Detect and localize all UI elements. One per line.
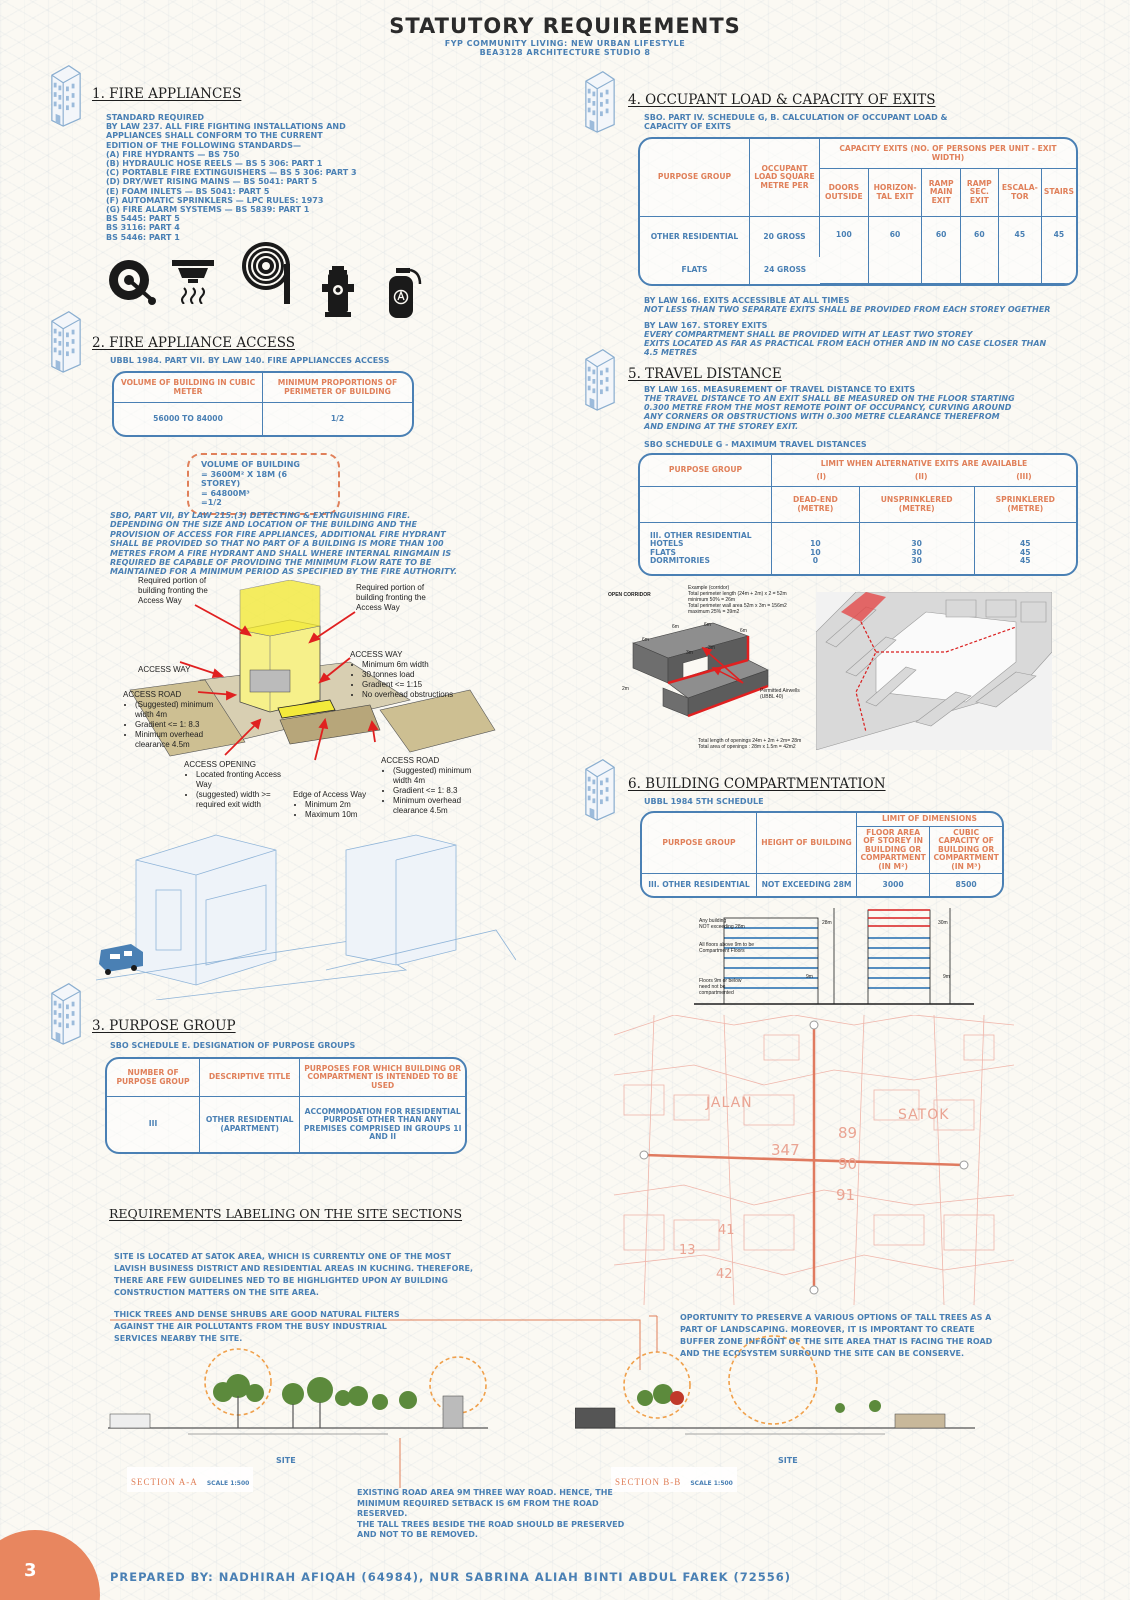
site-text-location: SITE IS LOCATED AT SATOK AREA, WHICH IS CURRENTLY ONE OF THE MOST LAVISH BUSINESS DISTRICT AND RESIDENTIAL AREAS IN KUCHING. THEREFORE, THERE ARE FEW GUIDELINES NED TO BE HIGHLIGHTED UPON AY BUILDING CONSTRUCTION MATTERS ON THE SITE AREA. — [114, 1252, 474, 1297]
volume-calculation: VOLUME OF BUILDING = 3600M² X 18M (6 STOREY) = 64800M³ =1/2 — [201, 460, 300, 507]
table-header: DOORS OUTSIDE — [820, 169, 869, 217]
compartmentation-table — [640, 811, 1004, 898]
table-cell: FLATS — [640, 257, 750, 284]
dimension-label: 6m — [740, 628, 747, 634]
diagram-bullet: • Minimum 6m width — [362, 660, 480, 670]
by-law-166-text: NOT LESS THAN TWO SEPARATE EXITS SHALL BE PROVIDED FROM EACH STOREY OGETHER — [644, 305, 1051, 314]
page-number-badge — [0, 1530, 100, 1600]
table-header: RAMP MAIN EXIT — [922, 169, 961, 217]
diagram-label: ACCESS ROAD — [123, 690, 182, 699]
diagram-label: All floors above 9m to be Compartment Floors — [699, 942, 755, 954]
diagram-bullet: • Minimum overhead clearance 4.5m — [135, 730, 218, 750]
by-law-167-heading: BY LAW 167. STOREY EXITS — [644, 321, 768, 330]
building-icon — [48, 980, 84, 1046]
table-cell: 60 — [922, 217, 961, 284]
table-cell: 8500 — [955, 879, 977, 889]
table-header: MINIMUM PROPORTIONS OF PERIMETER OF BUILDING — [263, 373, 412, 403]
table-header: HEIGHT OF BUILDING — [757, 813, 857, 874]
fire-appliance-access-heading: 2. FIRE APPLIANCE ACCESS — [92, 335, 295, 351]
diagram-bullet: • Located fronting Access Way — [196, 770, 284, 790]
diagram-label-group — [381, 756, 481, 816]
map-lot-number: 13 — [679, 1243, 696, 1258]
table-cell: 45 — [999, 217, 1042, 284]
table-header: (II) — [914, 471, 928, 481]
diagram-bullet: • Gradient <= 1: 8.3 — [135, 720, 218, 730]
smoke-detector-icon — [170, 258, 216, 304]
diagram-bullet: • Maximum 10m — [305, 810, 383, 820]
diagram-bullet: • Gradient <= 1:15 — [362, 680, 480, 690]
diagram-label: Permitted Airwells (UBBL 40) — [760, 688, 800, 700]
diagram-bullet: • 30 tonnes load — [362, 670, 480, 680]
table-header: VOLUME OF BUILDING IN CUBIC METER — [114, 373, 263, 403]
purpose-group-subheading: SBO SCHEDULE E. DESIGNATION OF PURPOSE GROUPS — [110, 1041, 356, 1050]
table-header: STAIRS — [1042, 169, 1076, 217]
diagram-label: ACCESS WAY — [350, 650, 403, 659]
table-header: DESCRIPTIVE TITLE — [200, 1059, 300, 1097]
hose-reel-icon — [240, 240, 296, 306]
map-lot-number: 42 — [716, 1267, 733, 1282]
table-cell: 60 — [961, 217, 999, 284]
table-header: (III) — [1016, 471, 1032, 481]
table-header: CUBIC CAPACITY OF BUILDING OR COMPARTMENT (IN M³) — [930, 827, 1002, 874]
table-header: RAMP SEC. EXIT — [961, 169, 999, 217]
travel-distance-heading: 5. TRAVEL DISTANCE — [628, 366, 782, 382]
building-icon — [582, 756, 618, 822]
page-subtitle: FYP COMMUNITY LIVING: NEW URBAN LIFESTYLE — [444, 39, 686, 48]
occupant-load-table — [638, 137, 1078, 286]
travel-distance-subheading: SBO SCHEDULE G - MAXIMUM TRAVEL DISTANCES — [644, 440, 867, 449]
diagram-label: ACCESS WAY — [138, 665, 191, 674]
table-cell: 45 — [1042, 217, 1076, 284]
map-lot-number: 90 — [838, 1155, 858, 1173]
dimension-label: 9m — [943, 974, 950, 980]
table-cell: NOT EXCEEDING 28M — [757, 874, 857, 896]
diagram-label-group — [184, 760, 284, 810]
table-cell: OTHER RESIDENTIAL — [640, 217, 750, 257]
table-header: CAPACITY EXITS (NO. OF PERSONS PER UNIT - EXIT WIDTH) — [820, 139, 1076, 169]
site-text-road: EXISTING ROAD AREA 9M THREE WAY ROAD. HENCE, THE MINIMUM REQUIRED SETBACK IS 6M FROM THE ROAD RESERVED. THE TALL TREES BESIDE THE ROAD SHOULD BE PRESERVED AND NOT TO BE REMOVED. — [357, 1488, 625, 1539]
table-cell: 100 — [820, 217, 869, 284]
diagram-label-group — [350, 650, 480, 700]
site-map — [614, 1015, 1014, 1305]
building-icon — [582, 68, 618, 134]
travel-distance-table — [638, 453, 1078, 576]
site-label: SITE — [276, 1456, 296, 1465]
fire-appliances-text: STANDARD REQUIRED BY LAW 237. ALL FIRE FIGHTING INSTALLATIONS AND APPLIANCES SHALL CONFORM TO THE CURRENT EDITION OF THE FOLLOWING STANDARDS— (A) FIRE HYDRANTS — BS 750 (B) HYDRAULIC HOSE REELS — BS 5 306: PART 1 (C) PORTABLE FIRE EXTINGUISHERS — BS 5 306: PART 3 (D) DRY/WET RISING MAINS — BS 5041: PART 5 (E) FOAM INLETS — BS 5041: PART 5 (F) AUTOMATIC SPRINKLERS — LPC RULES: 1973 (G) FIRE ALARM SYSTEMS — BS 5839: PART 1 BS 5445: PART 5 BS 3116: PART 4 BS 5446: PART 1 — [106, 113, 357, 242]
prepared-by: PREPARED BY: NADHIRAH AFIQAH (64984), NUR SABRINA ALIAH BINTI ABDUL FAREK (72556) — [110, 1570, 792, 1584]
page-subtitle-2: BEA3128 ARCHITECTURE STUDIO 8 — [479, 48, 651, 57]
map-lot-number: 89 — [838, 1124, 858, 1142]
occupant-load-subheading: SBO. PART IV. SCHEDULE G, B. CALCULATION OF OCCUPANT LOAD & CAPACITY OF EXITS — [644, 113, 948, 132]
dimension-label: 6m — [672, 624, 679, 630]
diagram-bullet: • (suggested) width >= required exit width — [196, 790, 284, 810]
table-cell: 56000 TO 84000 — [114, 403, 263, 435]
diagram-label: Floors 9m or below need not be compartmented — [699, 978, 742, 996]
diagram-label: ACCESS OPENING — [184, 760, 257, 769]
site-sections-heading: REQUIREMENTS LABELING ON THE SITE SECTIONS — [109, 1206, 463, 1221]
page-number: 3 — [24, 1560, 37, 1581]
diagram-label: ACCESS ROAD — [381, 756, 440, 765]
by-law-165-heading: BY LAW 165. MEASUREMENT OF TRAVEL DISTANCE TO EXITS — [644, 385, 916, 394]
table-cell: 3000 — [857, 874, 930, 896]
table-header: PURPOSE GROUP — [642, 813, 757, 874]
building-icon — [48, 62, 84, 128]
table-header: PURPOSES FOR WHICH BUILDING OR COMPARTMENT IS INTENDED TO BE USED — [300, 1059, 465, 1097]
table-cell: 24 GROSS — [763, 265, 807, 275]
diagram-bullet: • Minimum overhead clearance 4.5m — [393, 796, 481, 816]
section-scale: SCALE 1:500 — [206, 1480, 250, 1487]
fire-alarm-bell-icon — [104, 255, 158, 305]
table-header: DEAD-END (METRE) — [772, 487, 860, 523]
purpose-group-heading: 3. PURPOSE GROUP — [92, 1018, 236, 1034]
building-icon — [582, 346, 618, 412]
site-text-landscaping: OPORTUNITY TO PRESERVE A VARIOUS OPTIONS OF TALL TREES AS A PART OF LANDSCAPING. MOREOVER, IT IS IMPORTANT TO CREATE BUFFER ZONE INFRONT OF THE SITE AREA THAT IS FACING THE ROAD AND THE ECOSYSTEM SURROUND THE SITE CAN BE CONSERVE. — [680, 1313, 993, 1358]
dimension-label: 3m — [686, 650, 693, 656]
diagram-bullet: • (Suggested) minimum width 4m — [135, 700, 218, 720]
table-header: HORIZON-TAL EXIT — [869, 169, 923, 217]
diagram-label-group — [123, 690, 218, 750]
table-header: OCCUPANT LOAD SQUARE METRE PER — [750, 139, 820, 217]
by-law-167-text: EVERY COMPARTMENT SHALL BE PROVIDED WITH AT LEAST TWO STOREY EXITS LOCATED AS FAR AS PRACTICAL FROM EACH OTHER AND IN NO CASE CLOSER THAN 4.5 METRES — [644, 330, 1047, 358]
table-header: ESCALA-TOR — [999, 169, 1042, 217]
dimension-label: 6m — [704, 622, 711, 628]
table-header: PURPOSE GROUP — [640, 139, 750, 217]
diagram-label: Total length of openings 24m + 2m + 2m= 28m Total area of openings : 28m x 1.5m = 42m2 — [698, 738, 802, 750]
diagram-label-group — [293, 790, 383, 820]
by-law-166-heading: BY LAW 166. EXITS ACCESSIBLE AT ALL TIMES — [644, 296, 850, 305]
dimension-label: 6m — [642, 637, 649, 643]
table-cell: 1/2 — [330, 413, 345, 423]
table-header: LIMIT OF DIMENSIONS — [857, 813, 1002, 827]
map-lot-number: 91 — [836, 1186, 856, 1204]
fire-access-table — [112, 371, 414, 437]
diagram-bullet: • Gradient <= 1: 8.3 — [393, 786, 481, 796]
purpose-group-table — [105, 1057, 467, 1154]
table-header: PURPOSE GROUP — [640, 455, 772, 487]
section-title: SECTION A-A — [131, 1477, 198, 1487]
table-cell: III — [107, 1097, 200, 1152]
diagram-bullet: • Minimum 2m — [305, 800, 383, 810]
diagram-bullet: • (Suggested) minimum width 4m — [393, 766, 481, 786]
table-header: NUMBER OF PURPOSE GROUP — [107, 1059, 200, 1097]
map-street-label: JALAN — [706, 1095, 753, 1111]
diagram-bullet: • No overhead obstructions — [362, 690, 480, 700]
table-cell: 60 — [869, 217, 923, 284]
dimension-label: 28m — [822, 920, 832, 926]
table-header: (I) — [816, 471, 827, 481]
building-icon — [48, 308, 84, 374]
table-cell: 20 GROSS — [750, 217, 820, 257]
table-cell: ACCOMMODATION FOR RESIDENTIAL PURPOSE OTHER THAN ANY PREMISES COMPRISED IN GROUPS 1I AND II — [303, 1106, 462, 1141]
page-title: STATUTORY REQUIREMENTS — [389, 14, 741, 38]
dimension-label: 9m — [806, 974, 813, 980]
map-street-label: SATOK — [898, 1107, 950, 1123]
building-compartmentation-heading: 6. BUILDING COMPARTMENTATION — [628, 776, 886, 792]
table-cell: III. OTHER RESIDENTIAL HOTELS FLATS DORMITORIES — [640, 523, 772, 574]
map-lot-number: 347 — [771, 1141, 800, 1159]
fire-access-subheading: UBBL 1984. PART VII. BY LAW 140. FIRE APPLIANCCES ACCESS — [110, 356, 390, 365]
fire-extinguisher-icon — [382, 266, 422, 320]
by-law-165-text: THE TRAVEL DISTANCE TO AN EXIT SHALL BE MEASURED ON THE FLOOR STARTING 0.300 METRE FROM THE MOST REMOTE POINT OF OCCUPANCY, CURVING AROUND ANY CORNERS OR OBSTRUCTIONS WITH 0.300 METRE CLEARANCE THEREFROM AND ENDING AT THE STOREY EXIT. — [644, 394, 1015, 431]
section-scale: SCALE 1:500 — [690, 1480, 733, 1487]
diagram-label: Edge of Access Way — [293, 790, 367, 799]
section-title: SECTION B-B — [615, 1477, 682, 1487]
dimension-label: 3m — [708, 645, 715, 651]
table-header: FLOOR AREA OF STOREY IN BUILDING OR COMPARTMENT (IN M²) — [857, 827, 930, 874]
fire-hydrant-icon — [320, 262, 356, 318]
table-cell: 45 45 45 — [1020, 539, 1031, 565]
site-text-trees: THICK TREES AND DENSE SHRUBS ARE GOOD NATURAL FILTERS AGAINST THE AIR POLLUTANTS FROM THE BUSY INDUSTRIAL SERVICES NEARBY THE SITE. — [114, 1310, 400, 1343]
diagram-label: Required portion of building fronting the Access Way — [138, 576, 208, 605]
table-cell: III. OTHER RESIDENTIAL — [642, 874, 757, 896]
site-label: SITE — [778, 1456, 798, 1465]
floor-plan-perspective — [816, 592, 1052, 750]
diagram-label: Required portion of building fronting the Access Way — [356, 583, 426, 612]
table-cell — [640, 487, 772, 523]
table-header-group — [772, 455, 1076, 487]
diagram-label: Example (corridor) Total perimeter length (24m + 2m) x 2 = 52m minimum 50% = 26m Total perimeter wall area 52m x 3m = 156m2 maximum 25% = 39m2 — [688, 585, 787, 615]
fire-hydrant-text: SBO, PART VII, BY LAW 215.(3) DETECTING & EXTINGUISHING FIRE. DEPENDING ON THE SIZE AND LOCATION OF THE BUILDING AND THE PROVISION OF ACCESS FOR FIRE APPLIANCES, ADDITIONAL FIRE HYDRANT SHALL BE PROVIDED SO THAT NO PART OF A BUILDING IS MORE THAN 100 METRES FROM A FIRE HYDRANT AND SHALL WHERE INTERNAL RINGMAIN IS REQUIRED BE CAPABLE OF PROVIDING THE MINIMUM FLOW RATE TO BE MAINTAINED FOR A MINIMUM PERIOD AS SPECIFIED BY THE FIRE AUTHORITY. — [110, 511, 457, 577]
table-header: UNSPRINKLERED (METRE) — [860, 487, 975, 523]
leader-lines — [100, 1310, 660, 1490]
dimension-label: 30m — [938, 920, 948, 926]
diagram-label: Any building NOT exceeding 28m — [699, 918, 745, 930]
map-lot-number: 41 — [718, 1223, 735, 1238]
table-header: LIMIT WHEN ALTERNATIVE EXITS ARE AVAILABLE — [820, 459, 1028, 469]
table-header: SPRINKLERED (METRE) — [975, 487, 1076, 523]
fire-appliances-heading: 1. FIRE APPLIANCES — [92, 86, 242, 102]
table-cell: OTHER RESIDENTIAL (APARTMENT) — [200, 1097, 300, 1152]
occupant-load-heading: 4. OCCUPANT LOAD & CAPACITY OF EXITS — [628, 92, 936, 108]
compartmentation-subheading: UBBL 1984 5TH SCHEDULE — [644, 797, 764, 806]
fire-access-sketch — [96, 830, 516, 1000]
dimension-label: 2m — [622, 686, 629, 692]
diagram-label: OPEN CORRIDOR — [608, 592, 651, 598]
table-cell: 10 10 0 — [772, 523, 860, 574]
table-cell: 30 30 30 — [860, 523, 975, 574]
